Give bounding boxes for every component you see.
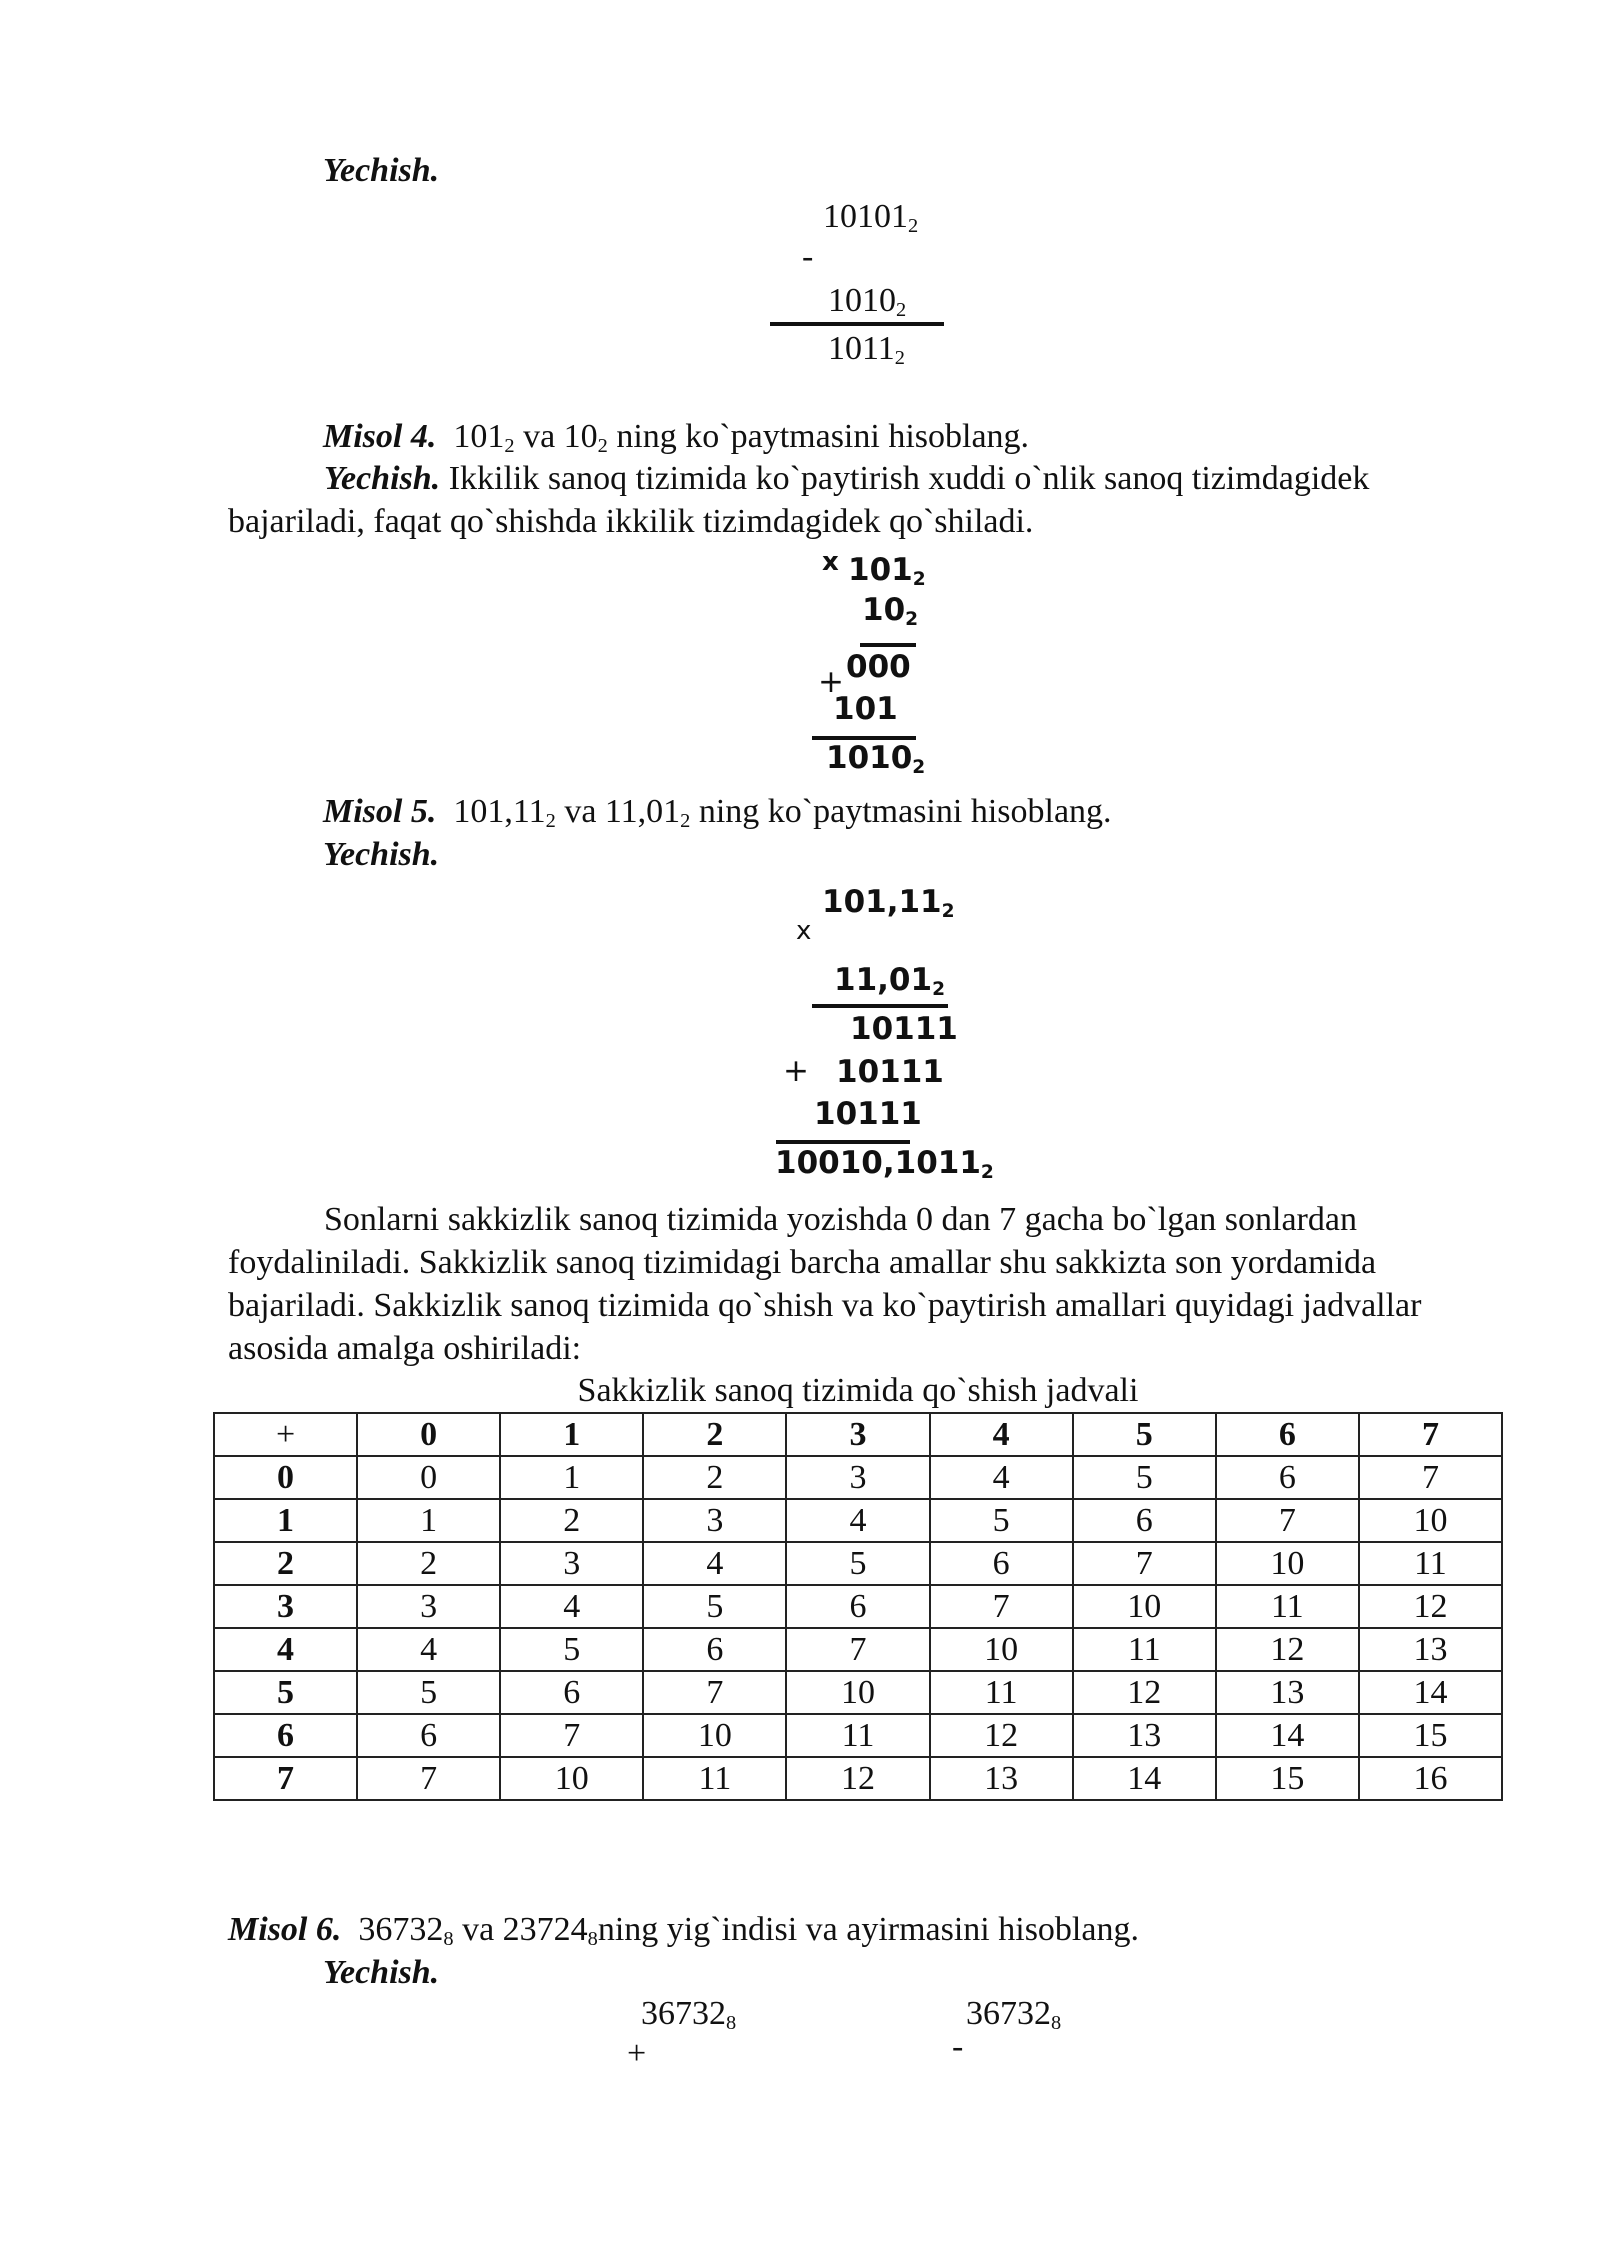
table-cell: 11 <box>643 1757 786 1800</box>
table-cell: 7 <box>786 1628 929 1671</box>
multiplier-rule <box>860 643 916 647</box>
table-row <box>214 1456 1502 1499</box>
plus-sign: + <box>818 664 844 700</box>
table-cell: 10 <box>1216 1542 1359 1585</box>
table-cell: 2 <box>357 1542 500 1585</box>
table-row <box>214 1499 1502 1542</box>
multiplicand: $101_2$ <box>848 552 926 590</box>
table-cell: 1 <box>357 1499 500 1542</box>
table-cell: 6 <box>1216 1456 1359 1499</box>
table-cell: 6 <box>930 1542 1073 1585</box>
table-row <box>214 1757 1502 1800</box>
table-cell: 6 <box>500 1671 643 1714</box>
partial-product: 101 <box>833 691 898 727</box>
table-cell: 11 <box>1216 1585 1359 1628</box>
table-cell: 10 <box>1359 1499 1502 1542</box>
table-cell: 14 <box>1216 1714 1359 1757</box>
example-4-statement: Misol 4. $101_2$ va $10_2$ ning ko`paytmasini hisoblang. <box>323 418 1030 458</box>
example-4-title: Misol 4. <box>323 418 437 455</box>
table-cell: 4 <box>786 1499 929 1542</box>
example-4-solution-text: Yechish. Ikkilik sanoq tizimida ko`paytirish xuddi o`nlik sanoq tizimdagidek bajariladi, faqat qo`shishda ikkilik tizimdagidek qo`shiladi. <box>228 460 1370 540</box>
table-cell: 4 <box>500 1585 643 1628</box>
partial-product: 10111 <box>814 1096 922 1132</box>
table-cell: 4 <box>930 1456 1073 1499</box>
row-header: 7 <box>214 1757 357 1800</box>
table-cell: 5 <box>786 1542 929 1585</box>
table-cell: 11 <box>1073 1628 1216 1671</box>
minus-sign: - <box>802 238 814 275</box>
row-header: 3 <box>214 1585 357 1628</box>
table-row <box>214 1628 1502 1671</box>
difference-operand: $36732_8$ <box>966 1995 1062 2035</box>
column-header: 1 <box>500 1413 643 1456</box>
table-cell: 10 <box>930 1628 1073 1671</box>
table-header-row <box>214 1413 1502 1456</box>
column-header: 6 <box>1216 1413 1359 1456</box>
table-cell: 4 <box>357 1628 500 1671</box>
table-row <box>214 1671 1502 1714</box>
solution-label: Yechish. <box>323 152 440 189</box>
table-cell: 10 <box>500 1757 643 1800</box>
table-cell: 6 <box>1073 1499 1216 1542</box>
table-cell: 14 <box>1359 1671 1502 1714</box>
table-cell: 6 <box>357 1714 500 1757</box>
table-cell: 3 <box>643 1499 786 1542</box>
multiplicand: $101,11_2$ <box>822 884 955 922</box>
table-cell: 3 <box>357 1585 500 1628</box>
table-cell: 13 <box>1073 1714 1216 1757</box>
table-cell: 7 <box>1216 1499 1359 1542</box>
row-header: 5 <box>214 1671 357 1714</box>
table-corner-cell: + <box>214 1413 357 1456</box>
table-cell: 5 <box>500 1628 643 1671</box>
octal-addition-table <box>213 1412 1503 1801</box>
table-cell: 12 <box>1359 1585 1502 1628</box>
example-6-title: Misol 6. <box>228 1911 342 1948</box>
table-cell: 6 <box>643 1628 786 1671</box>
table-cell: 12 <box>786 1757 929 1800</box>
table-cell: 13 <box>1216 1671 1359 1714</box>
times-sign: x <box>822 547 839 577</box>
table-cell: 11 <box>930 1671 1073 1714</box>
table-cell: 5 <box>1073 1456 1216 1499</box>
table-cell: 7 <box>1073 1542 1216 1585</box>
product-result: $10010,1011_2$ <box>775 1145 994 1183</box>
solution-label: Yechish. <box>323 836 440 873</box>
table-cell: 5 <box>357 1671 500 1714</box>
table-cell: 12 <box>1073 1671 1216 1714</box>
partial-product: 10111 <box>850 1011 958 1047</box>
table-cell: 16 <box>1359 1757 1502 1800</box>
table-cell: 7 <box>643 1671 786 1714</box>
table-cell: 7 <box>1359 1456 1502 1499</box>
column-header: 7 <box>1359 1413 1502 1456</box>
column-header: 0 <box>357 1413 500 1456</box>
times-sign: x <box>796 916 812 946</box>
example-5-title: Misol 5. <box>323 793 437 830</box>
table-caption: Sakkizlik sanoq tizimida qo`shish jadvali <box>577 1372 1139 1409</box>
table-cell: 13 <box>1359 1628 1502 1671</box>
plus-sign: + <box>783 1053 809 1089</box>
table-cell: 6 <box>786 1585 929 1628</box>
table-cell: 7 <box>357 1757 500 1800</box>
plus-sign: + <box>627 2035 647 2072</box>
example-6-statement: Misol 6. $36732_8$ va $23724_8ning$ yig`indisi va ayirmasini hisoblang. <box>228 1911 1139 1951</box>
row-header: 4 <box>214 1628 357 1671</box>
column-header: 2 <box>643 1413 786 1456</box>
octal-paragraph: Sonlarni sakkizlik sanoq tizimida yozishda 0 dan 7 gacha bo`lgan sonlardan foydaliniladi. Sakkizlik sanoq tizimidagi barcha amallar shu sakkizta son yordamida bajariladi. Sakkizlik sanoq tizimida qo`shish va ko`paytirish amallari quyidagi jadvallar asosida amalga oshiriladi: <box>228 1201 1422 1367</box>
result-rule <box>770 322 944 326</box>
table-cell: 1 <box>500 1456 643 1499</box>
table-cell: 7 <box>930 1585 1073 1628</box>
table-cell: 2 <box>643 1456 786 1499</box>
solution-label: Yechish. <box>323 1954 440 1991</box>
multiplier-rule <box>812 1004 948 1008</box>
minus-sign: - <box>952 2028 964 2065</box>
row-header: 6 <box>214 1714 357 1757</box>
table-cell: 12 <box>1216 1628 1359 1671</box>
table-row <box>214 1585 1502 1628</box>
table-row <box>214 1542 1502 1585</box>
partial-product: 000 <box>846 649 911 685</box>
table-cell: 15 <box>1216 1757 1359 1800</box>
table-cell: 14 <box>1073 1757 1216 1800</box>
table-cell: 5 <box>930 1499 1073 1542</box>
column-header: 5 <box>1073 1413 1216 1456</box>
table-cell: 0 <box>357 1456 500 1499</box>
table-cell: 2 <box>500 1499 643 1542</box>
table-cell: 11 <box>786 1714 929 1757</box>
row-header: 0 <box>214 1456 357 1499</box>
subtrahend: $1010_2$ <box>828 282 907 322</box>
example-5-statement: Misol 5. $101,11_2$ va $11,01_2$ ning ko`paytmasini hisoblang. <box>323 793 1112 833</box>
partial-product: 10111 <box>836 1054 944 1090</box>
column-header: 4 <box>930 1413 1073 1456</box>
product-result: $1010_2$ <box>826 740 926 778</box>
row-header: 1 <box>214 1499 357 1542</box>
column-header: 3 <box>786 1413 929 1456</box>
table-cell: 3 <box>500 1542 643 1585</box>
product-rule <box>776 1140 910 1144</box>
difference-result: $1011_2$ <box>828 330 905 370</box>
solution-label: Yechish. <box>324 460 441 497</box>
sum-operand: $36732_8$ <box>641 1995 737 2035</box>
row-header: 2 <box>214 1542 357 1585</box>
table-cell: 7 <box>500 1714 643 1757</box>
table-cell: 10 <box>643 1714 786 1757</box>
table-row <box>214 1714 1502 1757</box>
table-cell: 10 <box>1073 1585 1216 1628</box>
table-cell: 5 <box>643 1585 786 1628</box>
table-cell: 10 <box>786 1671 929 1714</box>
minuend: $10101_2$ <box>823 198 919 238</box>
multiplier: $11,01_2$ <box>834 962 946 1000</box>
table-cell: 12 <box>930 1714 1073 1757</box>
table-cell: 11 <box>1359 1542 1502 1585</box>
table-cell: 3 <box>786 1456 929 1499</box>
table-cell: 15 <box>1359 1714 1502 1757</box>
multiplier: $10_2$ <box>862 592 919 630</box>
table-cell: 4 <box>643 1542 786 1585</box>
table-cell: 13 <box>930 1757 1073 1800</box>
